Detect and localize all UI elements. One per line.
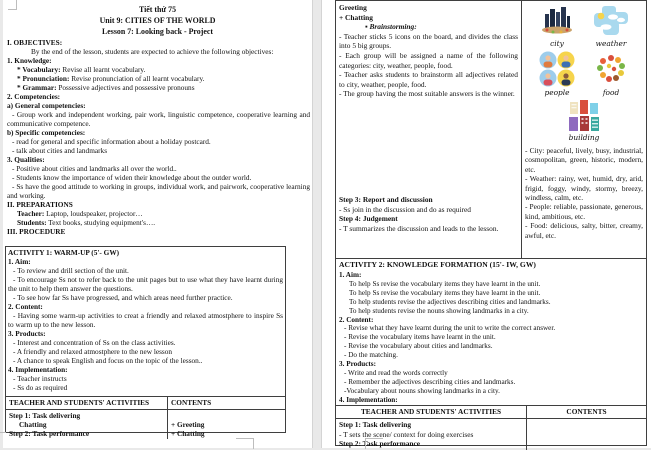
food-figure (584, 50, 638, 97)
text-line: ▪ Brainstorming: (365, 22, 417, 32)
people-icon (538, 50, 576, 88)
text-line: - People: reliable, passionate, generous, kind, ambitious, etc. (525, 202, 643, 221)
text-line: 3. Qualities: (7, 155, 45, 164)
lesson-plan-page-1 (3, 0, 313, 448)
text-line: - T summarizes the discussion and leads to the lesson. (339, 223, 499, 233)
table-cell-contents (168, 410, 285, 439)
text-line: - Positive about cities and landmarks all over the world.. (12, 164, 177, 173)
text-line: 4. Implementation: (8, 365, 68, 374)
text-line: - Revise the vocabulary about cities and landmarks. (344, 342, 493, 351)
text-line: - Write and read the words correctly (344, 368, 448, 377)
icon-row-2 (525, 48, 643, 97)
text-line: Step 4: Judgement (339, 214, 398, 224)
weather-icon (591, 5, 631, 39)
text-line: - Remember the adjectives describing cities and landmarks. (344, 377, 516, 386)
text-line: - Revise the vocabulary items have learnt in the unit. (344, 333, 496, 342)
text-line: - read for general and specific information about a holiday postcard. (12, 137, 211, 146)
text-line: To help Ss revise the vocabulary items they have learnt in the unit. (349, 288, 541, 297)
text-line: - Teacher instructs (13, 374, 67, 383)
text-line: - T sets the scene/ context for doing exercises (339, 429, 474, 439)
text-line: - Having some warm-up activities to creat a friendly and relaxed atmostphere to inspire Ss to warm up to the new lesson. (8, 311, 283, 329)
text-line: a) General competencies: (7, 101, 86, 110)
text-line: 1. Aim: (8, 257, 31, 266)
text-line: * Pronunciation: Revise pronunciation of all learnt vocabulary. (17, 74, 205, 83)
text-line: 2. Competencies: (7, 92, 61, 101)
text-line: To help Ss revise the vocabulary items they have learnt in the unit. (349, 279, 541, 288)
text-line: - Food: delicious, salty, bitter, creamy, awful, etc. (525, 221, 643, 240)
building-icon-label: building (568, 133, 600, 142)
text-line: b) Specific competencies: (7, 128, 86, 137)
food-icon (593, 50, 629, 88)
text-line: Unit 9: CITIES OF THE WORLD (99, 16, 216, 26)
table-cell-activities (6, 410, 168, 439)
text-line: Step 3: Report and discussion (339, 194, 433, 204)
text-line: - Ss do as required (13, 383, 68, 392)
text-line: - A friendly and relaxed atmostphere to the new lesson (13, 347, 173, 356)
text-line: - Ss have the good attitude to working in groups, individual work, and pairwork, cooperative learning and working. (7, 182, 310, 200)
text-line: Step 2: Task performance (9, 429, 90, 438)
weather-figure (584, 5, 638, 48)
icon-row-1 (525, 3, 643, 48)
text-line: Lesson 7: Looking back - Project (102, 27, 213, 37)
table-cell-contents (527, 419, 646, 450)
building-icon (567, 100, 601, 133)
text-line: ACTIVITY 2: KNOWLEDGE FORMATION (15'- IW, GW) (339, 260, 536, 269)
page-boundary-mark (365, 438, 383, 449)
text-line: ACTIVITY 1: WARM-UP (5'- GW) (8, 248, 120, 257)
table-cell-activities (336, 1, 522, 258)
lesson-plan-page-2 (321, 0, 651, 448)
text-line: - To encourage Ss not to refer back to the unit pages but to use what they have learnt during the unit to help them answer the questions. (8, 275, 283, 293)
table-body-row (6, 410, 285, 438)
people-icon-label: people (544, 88, 570, 97)
page-boundary-mark (8, 0, 17, 10)
text-line: - Group work and independent working, pair work, linguistic competence, cooperative learning and communicative competence. (7, 110, 310, 128)
objectives-section (7, 38, 310, 245)
text-line: - Each group will be assigned a name of the following categories: city, weather, people, food. (339, 50, 518, 70)
weather-icon-label: weather (595, 39, 627, 48)
text-line: 3. Products: (8, 329, 46, 338)
text-line: -Vocabulary about nouns showing landmarks in a city. (344, 386, 500, 395)
procedure-table (335, 0, 647, 449)
text-line: Teacher: Laptop, loudspeaker, projector… (17, 209, 143, 218)
table-header-contents: CONTENTS (566, 407, 607, 416)
page-boundary-mark (0, 432, 6, 449)
text-line: - Revise what they have learnt during the unit to write the correct answer. (344, 324, 556, 333)
text-line: - Ss join in the discussion and do as required (339, 204, 471, 214)
text-line: Step 1: Task delivering (9, 411, 81, 420)
text-line: Students: Text books, studying equipment's…. (17, 218, 156, 227)
table-header-row (336, 405, 646, 419)
activity1-box (5, 246, 286, 438)
text-line: - Weather: rainy, wet, humid, dry, arid, frigid, foggy, windy, stormy, breezy, windless, calm, etc. (525, 174, 643, 203)
city-figure (530, 5, 584, 48)
activity2-content (336, 271, 646, 405)
text-line (339, 99, 518, 195)
text-line: + Chatting (171, 429, 205, 438)
text-line: - Interest and concentration of Ss on the class activities. (13, 338, 176, 347)
text-line: - City: peaceful, lively, busy, industrial, cosmopolitan, green, historic, modern, etc. (525, 146, 643, 174)
text-line: 2. Content: (339, 315, 374, 324)
text-line: To help students revise the adjectives describing cities and landmarks. (349, 297, 551, 306)
category-vocabulary-list (525, 146, 643, 240)
text-line: Tiết thứ 75 (138, 5, 177, 14)
page-boundary-mark (236, 438, 254, 449)
text-line: I. OBJECTIVES: (7, 38, 63, 47)
table-header-activities: TEACHER AND STUDENTS' ACTIVITIES (6, 397, 168, 409)
food-icon-label: food (602, 88, 620, 97)
text-line (171, 411, 282, 420)
text-line: Greeting (339, 3, 367, 12)
table-body-row (336, 1, 646, 258)
text-line: 3. Products: (339, 360, 377, 369)
text-line: Step 2: Task performance (339, 439, 421, 449)
table-header-activities: TEACHER AND STUDENTS' ACTIVITIES (336, 406, 527, 418)
text-line: By the end of the lesson, students are expected to achieve the following objectives: (31, 47, 274, 56)
text-line: 1. Aim: (339, 271, 362, 279)
text-line: Step 1: Task delivering (339, 420, 412, 429)
text-line: - To review and drill section of the unit. (13, 266, 129, 275)
text-line: - Teacher asks students to brainstorm all adjectives related to city, weather, people, food. (339, 70, 518, 89)
text-line: * Grammar: Possessive adjectives and possessive pronouns (17, 83, 195, 92)
activity2-header (336, 258, 646, 271)
table-cell-contents (522, 1, 646, 258)
text-line: 1. Knowledge: (7, 56, 52, 65)
text-line: III. PROCEDURE (7, 227, 66, 236)
building-figure (557, 100, 611, 142)
city-icon (539, 5, 575, 39)
text-line: Chatting (19, 420, 47, 429)
activity1-content (6, 247, 285, 396)
text-line: * Vocabulary: Revise all learnt vocabulary. (17, 65, 146, 74)
text-line: To help students revise the nouns showing landmarks in a city. (349, 306, 529, 315)
text-line: 4. Implementation: (339, 395, 398, 404)
people-figure (530, 50, 584, 97)
text-line: - Do the matching. (344, 351, 398, 360)
page-title (3, 0, 312, 38)
activity1-table (6, 396, 285, 438)
icon-row-3 (525, 97, 643, 142)
table-header-contents: CONTENTS (171, 398, 212, 407)
text-line: - Teacher sticks 5 icons on the board, and divides the class into 5 big groups. (339, 31, 518, 51)
text-line: 2. Content: (8, 302, 43, 311)
text-line: + Greeting (171, 420, 205, 429)
text-line: + Chatting (339, 12, 373, 22)
text-line: - The group having the most suitable answers is the winner. (339, 89, 515, 99)
text-line: - A chance to speak English and focus on the topic of the lesson.. (13, 356, 203, 365)
text-line: - talk about cities and landmarks (12, 146, 108, 155)
text-line: - Students know the importance of widen their knowledge about the outder world. (12, 173, 252, 182)
table-header-row (6, 396, 285, 410)
text-line: - To see how far Ss have progressed, and which areas need further practice. (13, 293, 233, 302)
text-line: II. PREPARATIONS (7, 200, 73, 209)
city-icon-label: city (550, 39, 564, 48)
